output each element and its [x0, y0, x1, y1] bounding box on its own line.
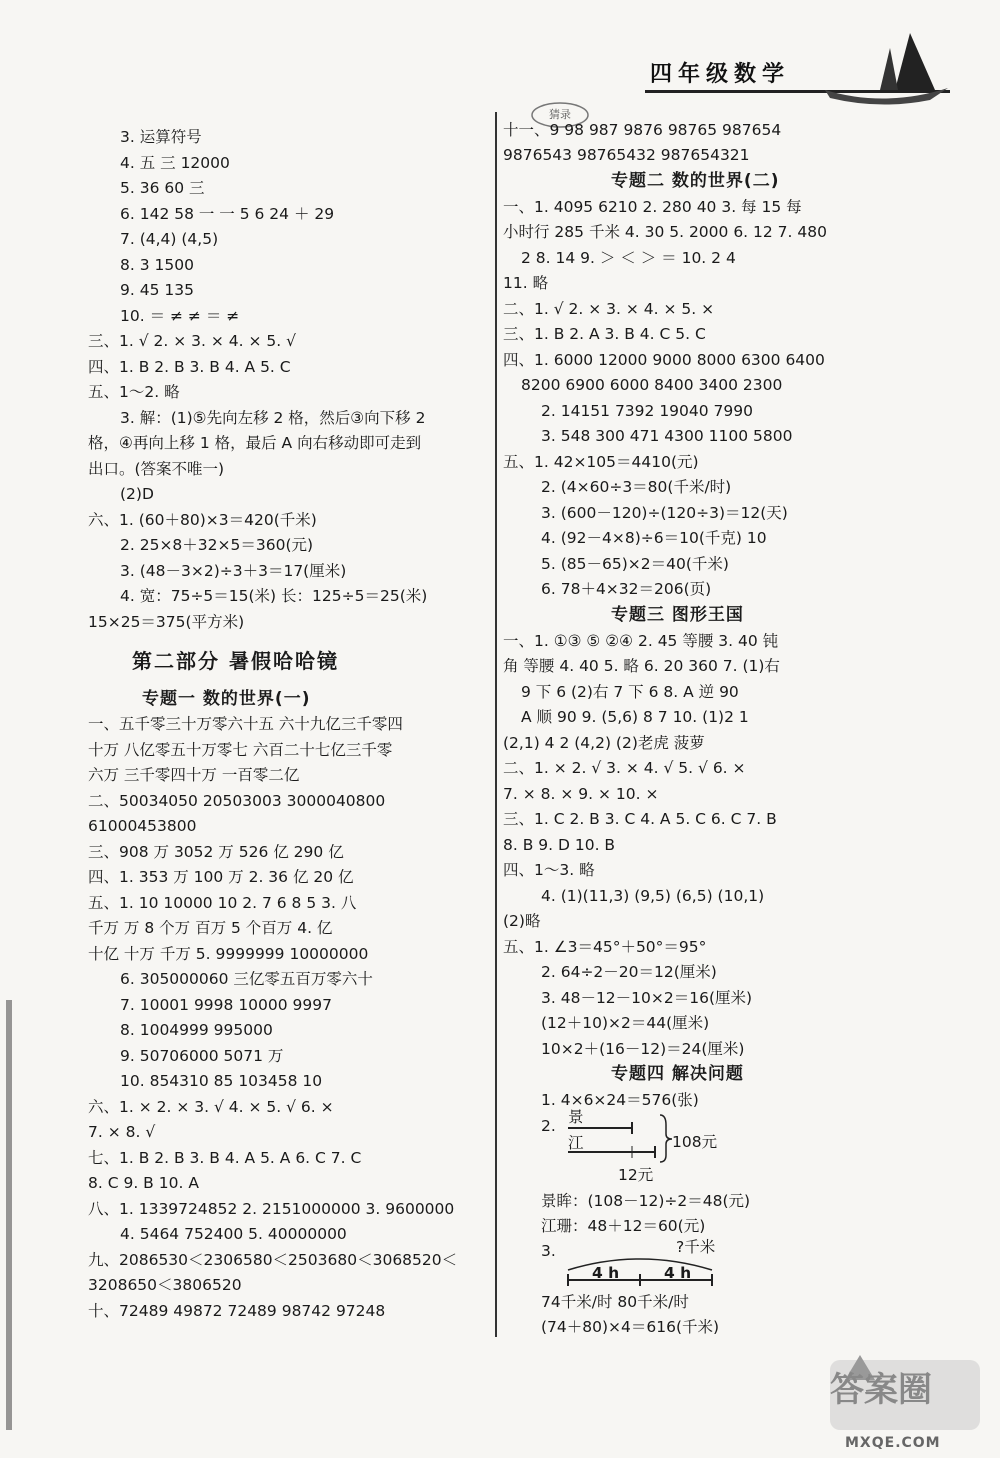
- right-column-line: 二、1. √ 2. × 3. × 4. × 5. ×: [503, 300, 715, 318]
- left-column-line: 9. 50706000 5071 万: [120, 1047, 284, 1065]
- diagram3-seg2: 4 h: [664, 1264, 692, 1282]
- right-column-line: 8. B 9. D 10. B: [503, 836, 616, 854]
- left-column-line: 格，④再向上移 1 格，最后 A 向右移动即可走到: [88, 434, 422, 452]
- right-column-line: 3. (600－120)÷(120÷3)＝12(天): [541, 504, 788, 522]
- left-column-line: 5. 36 60 三: [120, 179, 205, 197]
- left-column-line: 十、72489 49872 72489 98742 97248: [88, 1302, 386, 1320]
- left-column-line: 八、1. 1339724852 2. 2151000000 3. 9600000: [88, 1200, 455, 1218]
- diagram2-diff: 12元: [618, 1166, 654, 1184]
- left-column-line: 三、1. √ 2. × 3. × 4. × 5. √: [88, 332, 297, 350]
- right-column-line: 小时行 285 千米 4. 30 5. 2000 6. 12 7. 480: [503, 223, 827, 241]
- right-column-line: 2. 14151 7392 19040 7990: [541, 402, 754, 420]
- right-column-line: 2 8. 14 9. ＞ ＜ ＞ ＝ 10. 2 4: [521, 249, 736, 267]
- left-column-line: 四、1. 353 万 100 万 2. 36 亿 20 亿: [88, 868, 354, 886]
- stamp-text: 猜录: [549, 108, 571, 121]
- right-column-line: 十一、9 98 987 9876 98765 987654: [503, 121, 782, 139]
- diagram3-seg1: 4 h: [592, 1264, 620, 1282]
- left-column-line: 8. C 9. B 10. A: [88, 1174, 199, 1192]
- right-column-line: 专题四 解决问题: [611, 1064, 744, 1084]
- right-column-line: 3.: [541, 1242, 556, 1260]
- left-column-line: 3208650＜3806520: [88, 1276, 242, 1294]
- left-column-line: 千万 万 8 个万 百万 5 个百万 4. 亿: [88, 919, 333, 937]
- left-column-line: 二、50034050 20503003 3000040800: [88, 792, 386, 810]
- right-column-line: 三、1. B 2. A 3. B 4. C 5. C: [503, 325, 706, 343]
- left-column-line: 五、1～2. 略: [88, 383, 180, 401]
- left-column-line: 六、1. × 2. × 3. √ 4. × 5. √ 6. ×: [88, 1098, 334, 1116]
- left-column-line: 十万 八亿零五十万零七 六百二十七亿三千零: [88, 741, 393, 759]
- right-column-line: 一、1. 4095 6210 2. 280 40 3. 每 15 每: [503, 198, 802, 216]
- left-column-line: 7. 10001 9998 10000 9997: [120, 996, 333, 1014]
- sailboat-icon: [820, 28, 950, 108]
- left-column-line: 2. 25×8＋32×5＝360(元): [120, 536, 314, 554]
- left-column-line: 四、1. B 2. B 3. B 4. A 5. C: [88, 358, 291, 376]
- right-column-line: 4. (1)(11,3) (9,5) (6,5) (10,1): [541, 887, 765, 905]
- left-column-line: 五、1. 10 10000 10 2. 7 6 8 5 3. 八: [88, 894, 357, 912]
- left-column-line: 3. (48－3×2)÷3＋3＝17(厘米): [120, 562, 347, 580]
- left-column-line: 15×25＝375(平方米): [88, 613, 245, 631]
- right-column-line: 1. 4×6×24＝576(张): [541, 1091, 699, 1109]
- left-column-line: 出口。(答案不唯一): [88, 460, 225, 478]
- left-column-line: 7. × 8. √: [88, 1123, 156, 1141]
- right-column-line: 三、1. C 2. B 3. C 4. A 5. C 6. C 7. B: [503, 810, 777, 828]
- right-column-line: 五、1. 42×105＝4410(元): [503, 453, 699, 471]
- left-column-line: 一、五千零三十万零六十五 六十九亿三千零四: [88, 715, 403, 733]
- left-column-line: 6. 305000060 三亿零五百万零六十: [120, 970, 373, 988]
- right-column-line: 74千米/时 80千米/时: [541, 1293, 689, 1311]
- left-column-line: 6. 142 58 一 一 5 6 24 ＋ 29: [120, 205, 335, 223]
- left-column-line: 10. 854310 85 103458 10: [120, 1072, 323, 1090]
- left-column-line: 10. ＝ ≠ ≠ ＝ ≠: [120, 307, 240, 325]
- right-column-line: (12＋10)×2＝44(厘米): [541, 1014, 710, 1032]
- right-column-line: 2. 64÷2－20＝12(厘米): [541, 963, 717, 981]
- right-column-line: 五、1. ∠3＝45°＋50°＝95°: [503, 938, 707, 956]
- left-column-line: 4. 5464 752400 5. 40000000: [120, 1225, 347, 1243]
- right-column-line: 6. 78＋4×32＝206(页): [541, 580, 712, 598]
- watermark-text: 答案圈: [830, 1370, 932, 1410]
- left-column-line: 六万 三千零四十万 一百零二亿: [88, 766, 300, 784]
- left-column-line: 第二部分 暑假哈哈镜: [132, 649, 339, 673]
- left-column-line: (2)D: [120, 485, 154, 503]
- right-column-line: 9876543 98765432 987654321: [503, 146, 750, 164]
- left-column-line: 七、1. B 2. B 3. B 4. A 5. A 6. C 7. C: [88, 1149, 362, 1167]
- diagram2-label-bottom: 江: [568, 1134, 584, 1152]
- watermark-url: MXQE.COM: [845, 1435, 941, 1451]
- right-column-line: 7. × 8. × 9. × 10. ×: [503, 785, 659, 803]
- right-column-line: 8200 6900 6000 8400 3400 2300: [521, 376, 783, 394]
- right-column-line: (74＋80)×4＝616(千米): [541, 1318, 720, 1336]
- left-column-line: 十亿 十万 千万 5. 9999999 10000000: [88, 945, 369, 963]
- right-column-line: 专题三 图形王国: [611, 605, 744, 625]
- right-column-line: 角 等腰 4. 40 5. 略 6. 20 360 7. (1)右: [503, 657, 780, 675]
- diagram2-label-top: 景: [568, 1108, 584, 1126]
- left-column-line: 九、2086530＜2306580＜2503680＜3068520＜: [88, 1251, 458, 1269]
- right-column-line: 四、1～3. 略: [503, 861, 595, 879]
- left-column-line: 4. 五 三 12000: [120, 154, 230, 172]
- right-column-line: 2.: [541, 1117, 556, 1135]
- right-column-line: 景眸：(108－12)÷2＝48(元): [541, 1192, 751, 1210]
- right-column-line: (2)略: [503, 912, 541, 930]
- left-column-line: 六、1. (60＋80)×3＝420(千米): [88, 511, 317, 529]
- binding-edge: [6, 1000, 12, 1430]
- right-column-line: 5. (85－65)×2＝40(千米): [541, 555, 729, 573]
- diagram3-total: ?千米: [676, 1238, 716, 1256]
- left-column-line: 三、908 万 3052 万 526 亿 290 亿: [88, 843, 344, 861]
- header-title: 四年级数学: [650, 61, 791, 87]
- right-column-line: 4. (92－4×8)÷6＝10(千克) 10: [541, 529, 767, 547]
- left-column-line: 3. 运算符号: [120, 128, 202, 146]
- right-column-line: 11. 略: [503, 274, 549, 292]
- right-column-line: 10×2＋(16－12)＝24(厘米): [541, 1040, 745, 1058]
- right-column-line: A 顺 90 9. (5,6) 8 7 10. (1)2 1: [521, 708, 749, 726]
- left-column-line: 专题一 数的世界(一): [142, 689, 311, 709]
- right-column-line: 一、1. ①③ ⑤ ②④ 2. 45 等腰 3. 40 钝: [503, 632, 779, 650]
- right-column-line: 江珊：48＋12＝60(元): [541, 1217, 706, 1235]
- left-column-line: 8. 3 1500: [120, 256, 194, 274]
- right-column-line: 3. 548 300 471 4300 1100 5800: [541, 427, 793, 445]
- column-divider: [495, 112, 497, 1337]
- right-column-line: 2. (4×60÷3＝80(千米/时): [541, 478, 732, 496]
- left-column-line: 9. 45 135: [120, 281, 194, 299]
- left-column-line: 3. 解：(1)⑤先向左移 2 格，然后③向下移 2: [120, 409, 426, 427]
- diagram2-total: 108元: [672, 1133, 718, 1151]
- left-column-line: 8. 1004999 995000: [120, 1021, 273, 1039]
- right-column-line: 专题二 数的世界(二): [611, 171, 780, 191]
- right-column-line: (2,1) 4 2 (4,2) (2)老虎 菠萝: [503, 734, 705, 752]
- left-column-line: 61000453800: [88, 817, 197, 835]
- right-column-line: 9 下 6 (2)右 7 下 6 8. A 逆 90: [521, 683, 739, 701]
- right-column-line: 四、1. 6000 12000 9000 8000 6300 6400: [503, 351, 825, 369]
- left-column-line: 4. 宽：75÷5＝15(米) 长：125÷5＝25(米): [120, 587, 428, 605]
- left-column-line: 7. (4,4) (4,5): [120, 230, 219, 248]
- right-column-line: 3. 48－12－10×2＝16(厘米): [541, 989, 753, 1007]
- right-column-line: 二、1. × 2. √ 3. × 4. √ 5. √ 6. ×: [503, 759, 746, 777]
